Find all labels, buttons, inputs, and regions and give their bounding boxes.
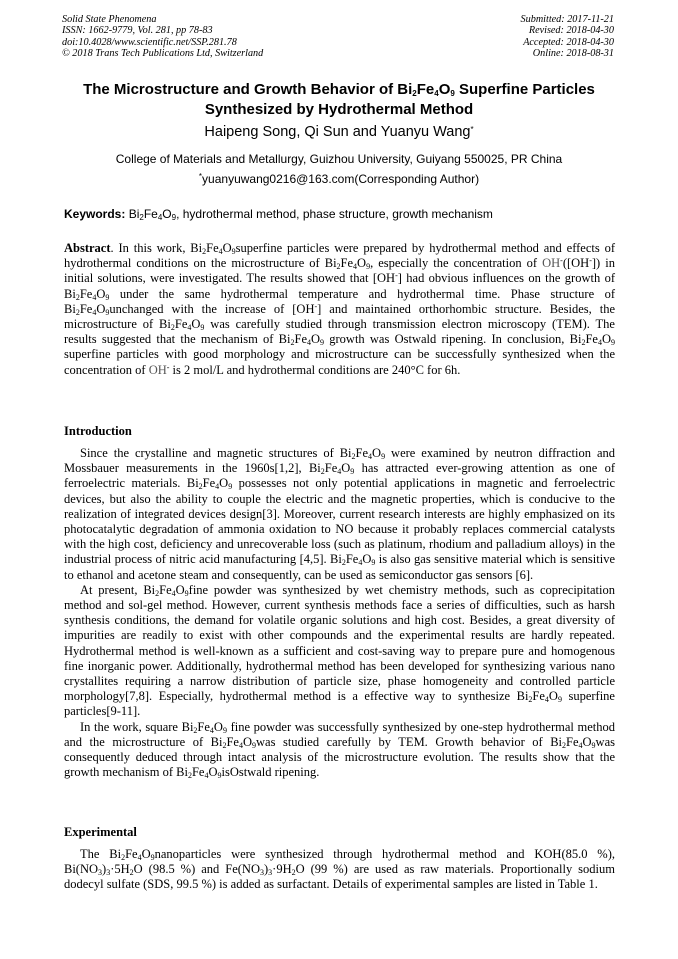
intro-paragraph: At present, $Bi_2Fe_4O_9fine$ powder was synthesized by wet chemistry methods, such as coprecipitation method and sol-gel method. However, current synthesis methods face a series of difficulties, such as harsh synthesis conditions, the demand for volatile organic solutions and high cost. Besides, a great diversity of impurities are readily to exist with other compounds and the experimental results are hardly repeated. Hydrothermal method is well-known as a sufficient and cost-saving way to prepare pure and homogenous fine inorganic power. Additionally, hydrothermal method has been developed for synthesizing various nano crystallites requiring a narrow distribution of particle size, phase homogeneity and controlled particle morphology[7,8]. Especially, hydrothermal method is a effective way to synthesize $Bi_2Fe_4O_9$ superfine particles[9-11]. — [64, 582, 615, 719]
authors: Haipeng Song, Qi Sun and Yuanyu Wang* — [204, 124, 474, 140]
accepted-date: Accepted: 2018-04-30 — [523, 36, 614, 48]
doi-link[interactable]: doi:10.4028/www.scientific.net/SSP.281.78 — [62, 36, 237, 48]
experimental-heading: Experimental — [64, 825, 137, 839]
journal-name: Solid State Phenomena — [62, 14, 157, 25]
revised-date: Revised: 2018-04-30 — [528, 25, 614, 37]
online-date: Online: 2018-08-31 — [532, 48, 614, 60]
paper-title: The Microstructure and Growth Behavior of $Bi_2Fe_4O_9$ Superfine Particles Synthesized by Hydrothermal Method — [83, 81, 595, 118]
keywords-label: Keywords: — [64, 207, 126, 221]
copyright: © 2018 Trans Tech Publications Ltd, Switzerland — [62, 48, 264, 60]
abstract-label: Abstract — [64, 241, 111, 255]
introduction-heading: Introduction — [64, 424, 132, 438]
experimental-body — [64, 847, 615, 893]
date-info — [521, 14, 614, 60]
experimental-paragraph: The $Bi_2Fe_4O_9nanoparticles$ were synthesized through hydrothermal method and KOH(85.0 %), $Bi(NO_3)_3\cdot 5H_2O$ (98.5 %) and $Fe(NO_3)_3\cdot 9H_2O$ (99 %) are used as raw materials. Proportionally sodium dodecyl sulfate (SDS, 99.5 %) is added as surfactant. Details of experimental samples are listed in Table 1. — [64, 847, 615, 892]
intro-paragraph: In the work, square $Bi_2Fe_4O_9$ fine powder was successfully synthesized by one-step hydrothermal method and the microstructure of $Bi_2Fe_4O_9was$ studied carefully by TEM. Growth behavior of $Bi_2Fe_4O_9was$ consequently deduced through intact analysis of the microstructure evolution. The results show that the growth mechanism of $Bi_2Fe_4O_9isOstwald$ ripening. — [64, 719, 615, 781]
affiliation: College of Materials and Metallurgy, Guizhou University, Guiyang 550025, PR China — [115, 152, 563, 166]
issn-info: ISSN: 1662-9779, Vol. 281, pp 78-83 — [62, 25, 213, 37]
abstract: Abstract. In this work, $Bi_2Fe_4O_9superfine$ particles were prepared by hydrothermal method and effects of hydrothermal conditions on the microstructure of $Bi_2Fe_4O_9$, especially the concentration of OH-([OH-]) in initial solutions, were investigated. The results showed that [OH-] had obvious influences on the growth of $Bi_2Fe_4O_9$ under the same hydrothermal temperature and hydrothermal time. Phase structure of $Bi_2Fe_4O_9unchanged$ with the increase of [OH-] and maintained orthorhombic structure. Besides, the microstructure of $Bi_2Fe_4O_9$ was carefully studied through transmission electron microscopy (TEM). The results suggested that the mechanism of $Bi_2Fe_4O_9$ growth was Ostwald ripening. In conclusion, $Bi_2Fe_4O_9$ superfine particles with good morphology and microstructure can be successfully synthesized when the concentration of OH- is 2 mol/L and hydrothermal conditions are 240°C for 6h. — [64, 241, 615, 377]
intro-paragraph: Since the crystalline and magnetic structures of $Bi_2Fe_4O_9$ were examined by neutron diffraction and Mossbauer measurements in the 1960s[1,2], $Bi_2Fe_4O_9$ has attracted ever-growing attention as one of ferroelectric materials. $Bi_2Fe_4O_9$ possesses not only potential applications in magnetic and ferroelectric devices, but also the ability to couple the electric and the magnetic properties, which is conducive to the realization of integrated devices design[3]. Moreover, current research interests are highly emphasized on its photocatalytic degradation of ammonia oxidation to NO because it probably replaces commercial catalysts with the high cost, deficiency and unrecoverable loss (such as platinum, rhodium and palladium alloys) in the industrial process of nitric acid manufacturing [4,5]. $Bi_2Fe_4O_9$ is also gas sensitive material which is sensitive to ethanol and acetone steam and consequently, can be used as semiconductor gas sensors [6]. — [64, 446, 615, 582]
corresponding-email: *yuanyuwang0216@163.com(Corresponding Author) — [198, 172, 480, 186]
submitted-date: Submitted: 2017-11-21 — [520, 14, 614, 25]
journal-info — [62, 14, 263, 60]
keywords: Keywords: $Bi_2Fe_4O_9$, hydrothermal method, phase structure, growth mechanism — [64, 207, 493, 222]
introduction-body — [64, 446, 615, 780]
